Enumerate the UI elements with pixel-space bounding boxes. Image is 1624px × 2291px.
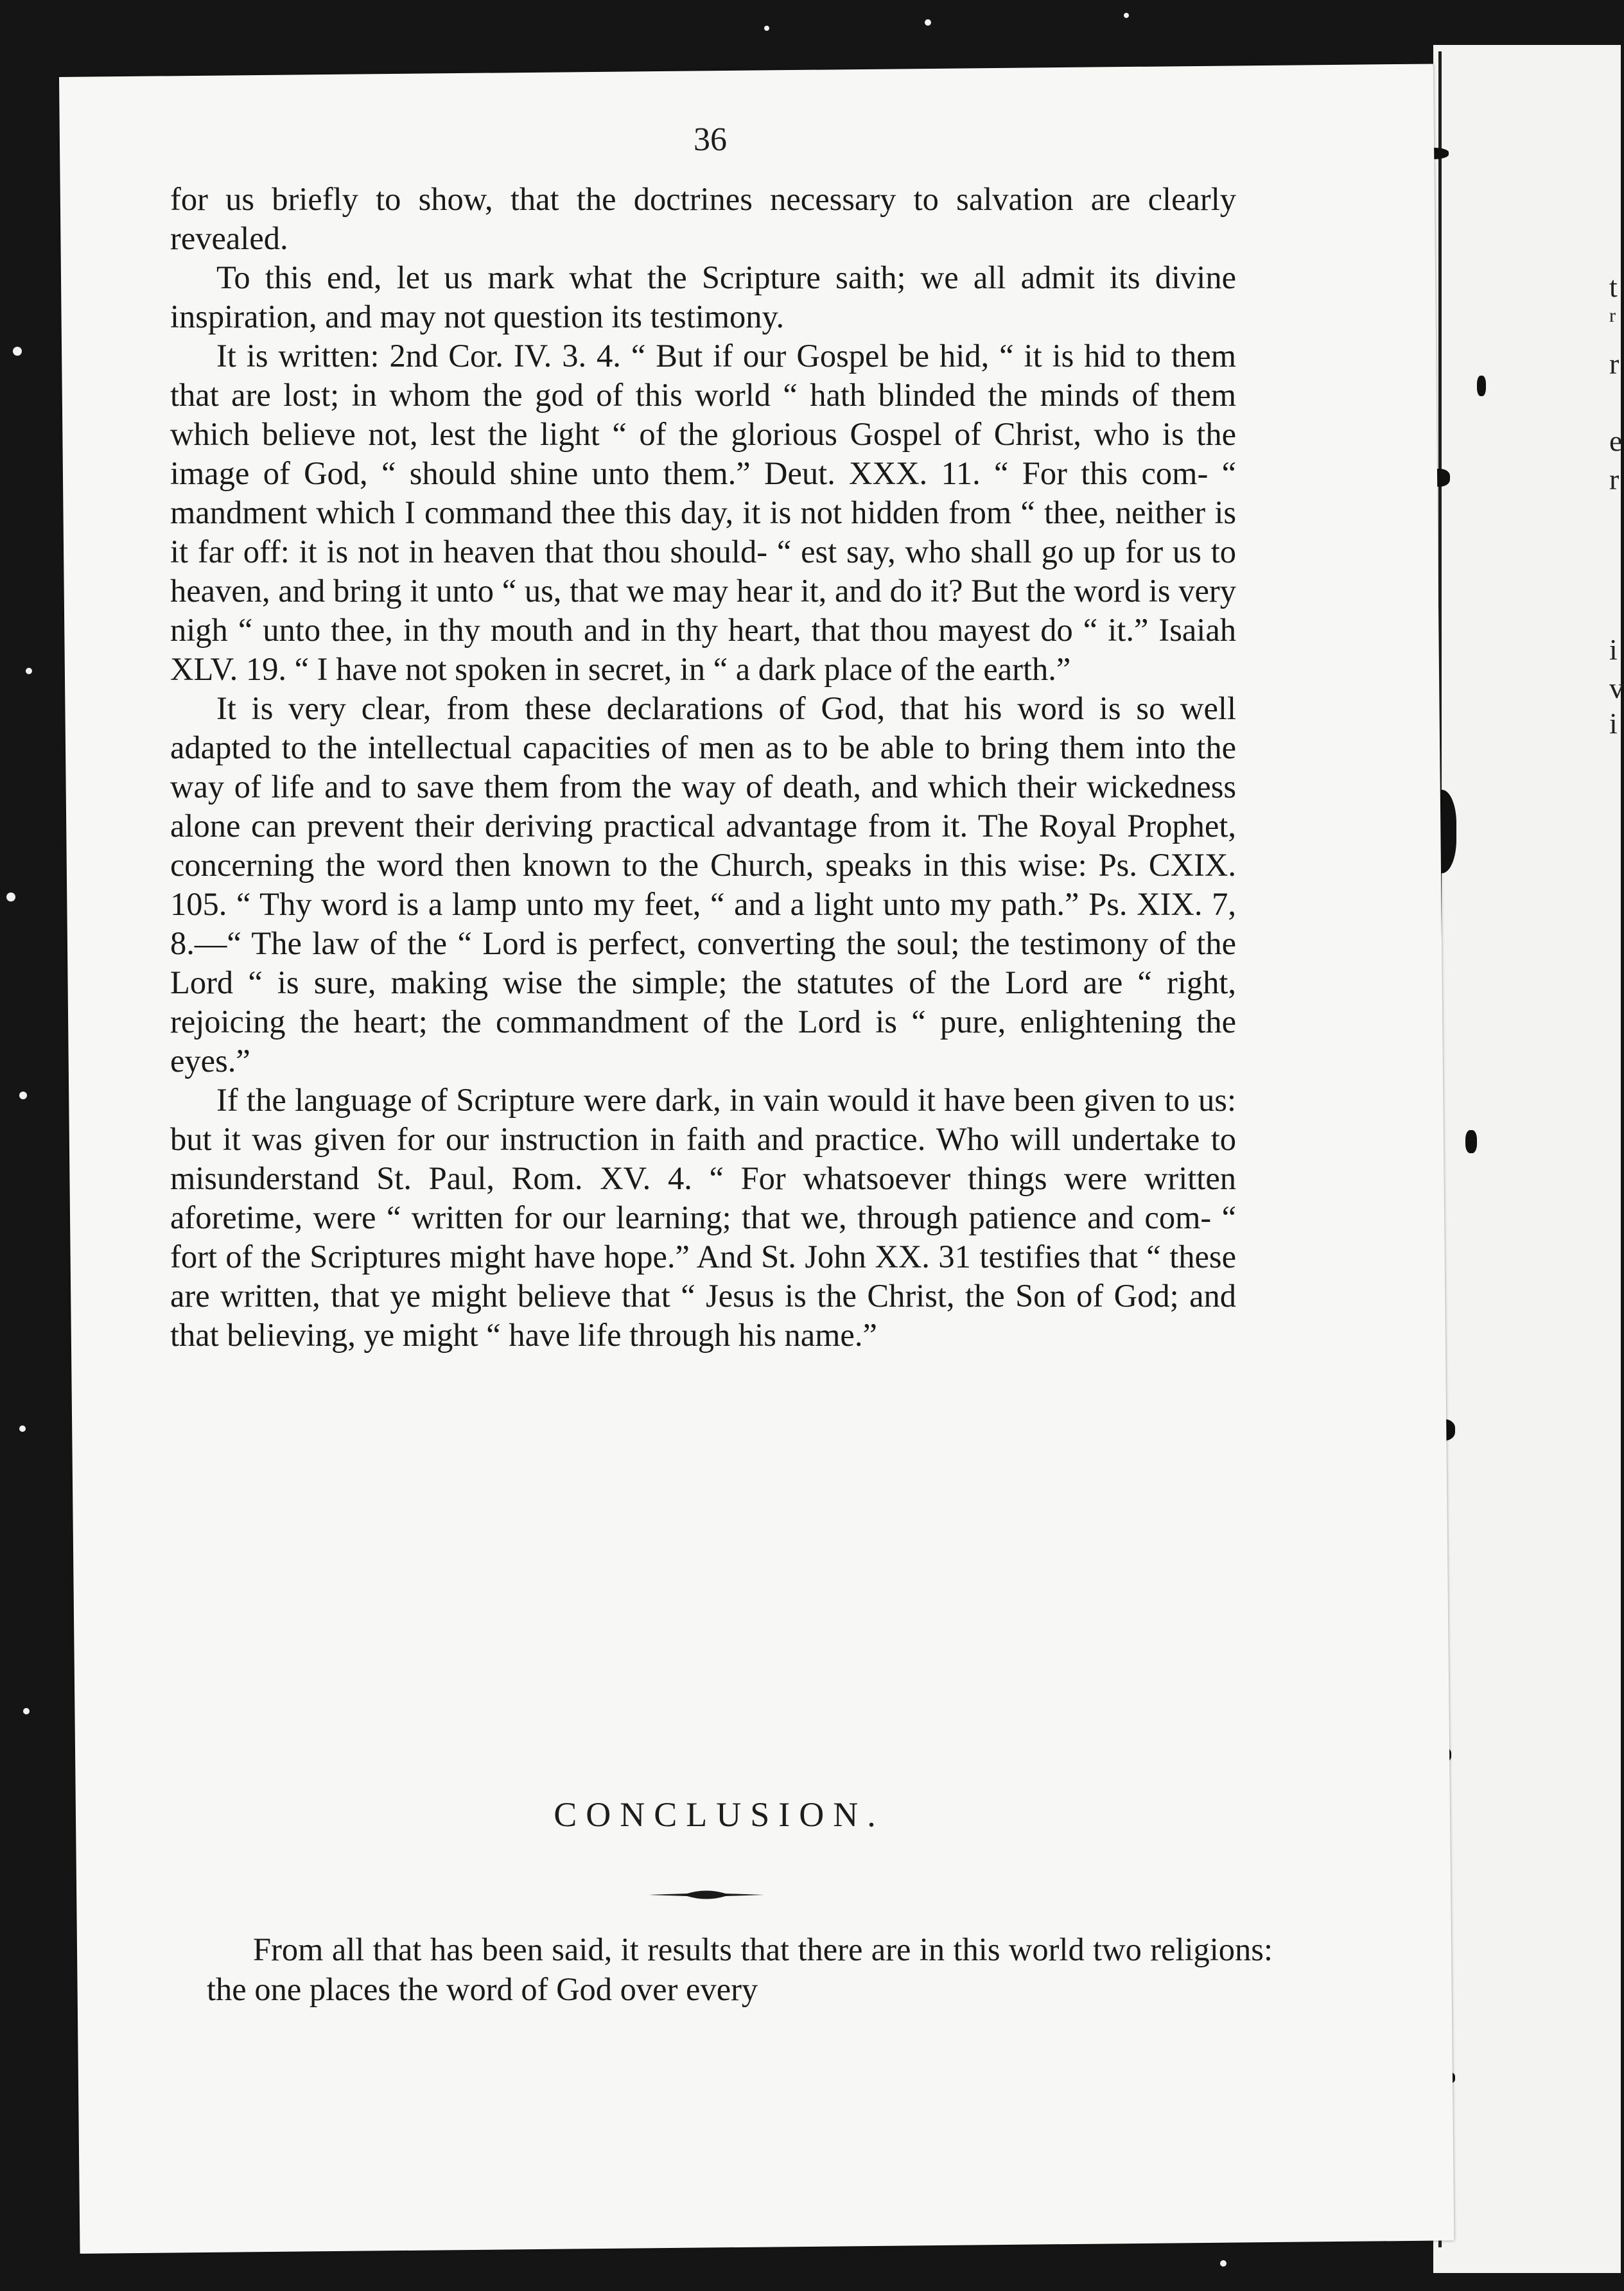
background-speck [925,19,931,26]
paragraph: If the language of Scripture were dark, in vain would it have been given to us: but it was given for our instruction in faith and practice. Who will undertake to misunderstand St. Paul, Rom. XV. 4. “ For whatsoever things were written aforetime, were “ written for our learning; that we, through patience and com- “ fort of the Scriptures might have hope.” And St. John XX. 31 testifies that “ these are written, that ye might believe that “ Jesus is the Christ, the Son of God; and that believing, ye might “ have life through his name.” [170,1082,1236,1353]
paragraph: It is written: 2nd Cor. IV. 3. 4. “ But if our Gospel be hid, “ it is hid to them that are lost; in whom the god of this world “ hath blinded the minds of them which believe not, lest the light “ of the glorious Gospel of Christ, who is the image of God, “ should shine unto them.” Deut. XXX. 11. “ For this com- “ mandment which I command thee this day, it is not hidden from “ thee, neither is it far off: it is not in heaven that thou should- “ est say, who shall go up for us to heaven, and bring it unto “ us, that we may hear it, and do it? But the word is very nigh “ unto thee, in thy mouth and in thy heart, that thou mayest do “ it.” Isaiah XLV. 19. “ I have not spoken in secret, in “ a dark place of the earth.” [170,338,1236,687]
facing-page-letter: r [1609,347,1620,380]
background-speck [1220,2260,1227,2267]
background-speck [13,347,22,356]
paragraph: To this end, let us mark what the Scripture saith; we all admit its divine inspiration, and may not question its testimony. [170,259,1236,335]
facing-page-letter: i [1609,707,1618,740]
closing-text [207,1929,1273,2009]
binding-mark [1465,1130,1477,1153]
background-speck [764,26,769,31]
ornament-rule [649,1888,764,1902]
paragraph: It is very clear, from these declarations of God, that his word is so well adapted to the intellectual capacities of men as to be able to bring them into the way of life and to save them from the way of death, and which their wickedness alone can prevent their deriving practical advantage from it. The Royal Prophet, concerning the word then known to the Church, speaks in this wise: Ps. CXIX. 105. “ Thy word is a lamp unto my feet, “ and a light unto my path.” Ps. XIX. 7, 8.—“ The law of the “ Lord is perfect, converting the soul; the testimony of the Lord “ is sure, making wise the simple; the statutes of the Lord are “ right, rejoicing the heart; the commandment of the Lord is “ pure, enlightening the eyes.” [170,690,1236,1079]
background-speck [6,893,15,902]
facing-page-letter: r [1609,463,1620,496]
facing-page-letter: v [1609,672,1624,704]
background-speck [1124,13,1129,18]
binding-mark [1477,376,1486,396]
background-speck [19,1092,27,1099]
background-speck [19,1425,26,1432]
paragraph: From all that has been said, it results that there are in this world two religions: the one places the word of God over every [207,1931,1273,2007]
facing-page-letter: r [1609,305,1616,326]
background-speck [26,668,32,674]
body-text [170,180,1236,1355]
page-number: 36 [694,121,727,158]
facing-page [1433,45,1621,2273]
background-speck [23,1708,30,1714]
paragraph: for us briefly to show, that the doctrines necessary to salvation are clearly revealed. [170,181,1236,256]
facing-page-letter: t [1609,270,1618,303]
section-heading: CONCLUSION. [554,1795,885,1834]
facing-page-letter: i [1609,633,1618,666]
facing-page-letter: e [1609,424,1623,457]
